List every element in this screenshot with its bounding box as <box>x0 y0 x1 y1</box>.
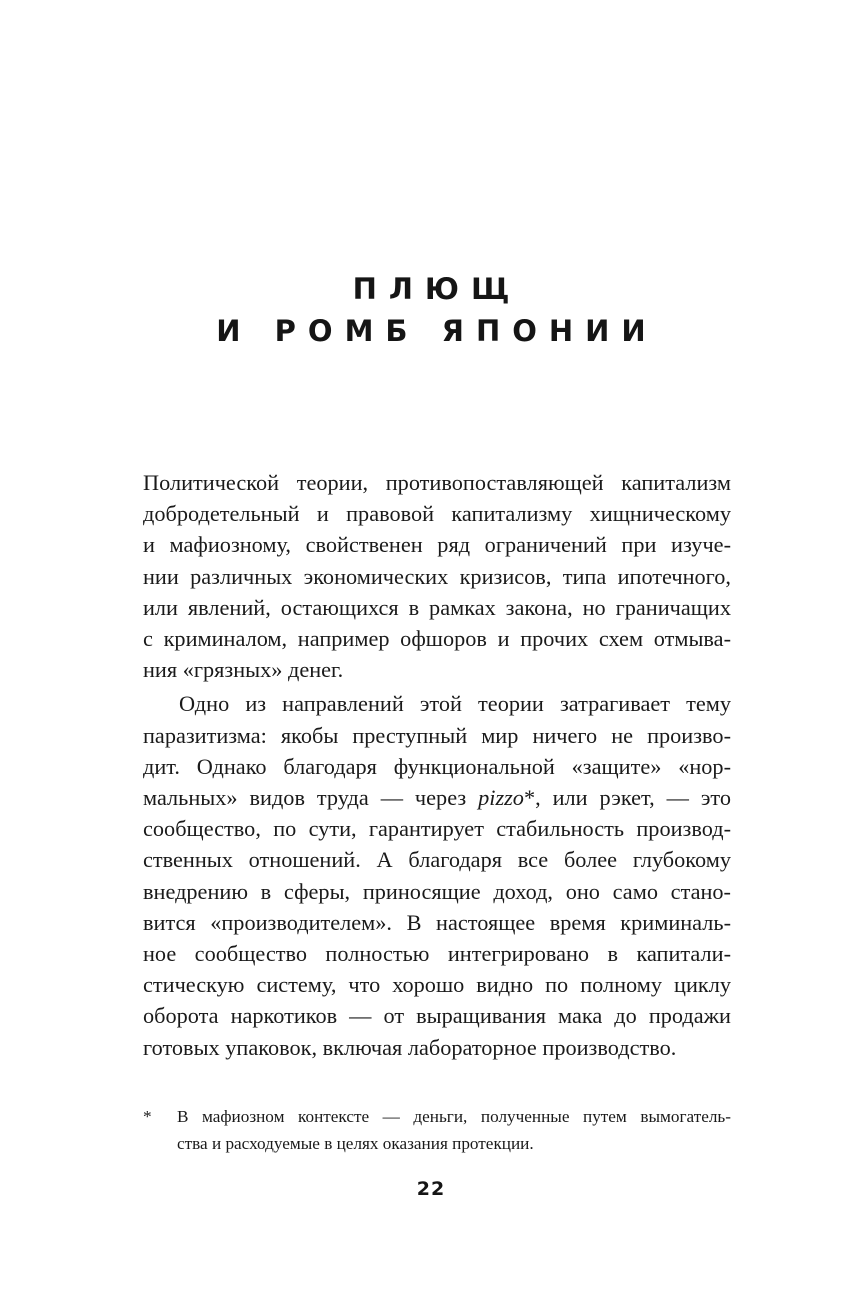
body-text <box>143 467 731 1063</box>
paragraph-1-line-7: ния «грязных» денег. <box>143 657 344 683</box>
paragraph-2-line-7: внедрению в сферы, приносящие доход, оно само стано- <box>143 878 731 904</box>
chapter-title-line-1: ПЛЮЩ <box>352 272 522 306</box>
paragraph-2-line-4 <box>143 782 731 813</box>
paragraph-2-line-3: дит. Однако благодаря функциональной «защите» «нор- <box>143 753 731 779</box>
footnote-text <box>177 1103 731 1157</box>
footnote-asterisk: * <box>143 1107 152 1126</box>
paragraph-1-line-3: и мафиозному, свойственен ряд ограничений при изуче- <box>143 532 731 558</box>
page-number: 22 <box>416 1178 446 1200</box>
paragraph-1-line-2: добродетельный и правовой капитализму хищническому <box>143 501 731 527</box>
chapter-title <box>0 268 862 352</box>
paragraph-2-line-11: оборота наркотиков — от выращивания мака до продажи <box>143 1003 731 1029</box>
paragraph-2-line-9: ное сообщество полностью интегрировано в капитали- <box>143 941 731 967</box>
paragraph-2-line-2: паразитизма: якобы преступный мир ничего не произво- <box>143 722 731 748</box>
footnote-line-2: ства и расходуемые в целях оказания протекции. <box>177 1134 534 1153</box>
paragraph-1-line-4: нии различных экономических кризисов, типа ипотечного, <box>143 563 731 589</box>
paragraph-2-line-12: готовых упаковок, включая лабораторное производство. <box>143 1034 677 1060</box>
line-4-text-after: *, или рэкет, — это <box>523 785 731 811</box>
paragraph-2-line-8: вится «производителем». В настоящее время криминаль- <box>143 909 731 935</box>
paragraph-1-line-5: или явлений, остающихся в рамках закона, но граничащих <box>143 594 731 620</box>
paragraph-1 <box>143 467 731 685</box>
paragraph-2-line-6: ственных отношений. А благодаря все более глубокому <box>143 847 731 873</box>
paragraph-2-line-1: Одно из направлений этой теории затрагивает тему <box>179 691 731 717</box>
paragraph-2-line-10: стическую систему, что хорошо видно по полному циклу <box>143 972 731 998</box>
pizzo-term: pizzo <box>478 785 524 811</box>
paragraph-2-line-5: сообщество, по сути, гарантирует стабильность производ- <box>143 816 731 842</box>
footnote <box>143 1103 731 1157</box>
footnote-line-1: В мафиозном контексте — деньги, полученные путем вымогатель- <box>177 1107 731 1126</box>
paragraph-2 <box>143 688 731 1062</box>
paragraph-1-line-1: Политической теории, противопоставляющей капитализм <box>143 470 731 495</box>
chapter-title-line-2: И РОМБ ЯПОНИИ <box>216 314 658 348</box>
paragraph-1-line-6: с криминалом, например офшоров и прочих схем отмыва- <box>143 626 731 652</box>
line-4-text-before: мальных» видов труда — через <box>143 785 479 811</box>
